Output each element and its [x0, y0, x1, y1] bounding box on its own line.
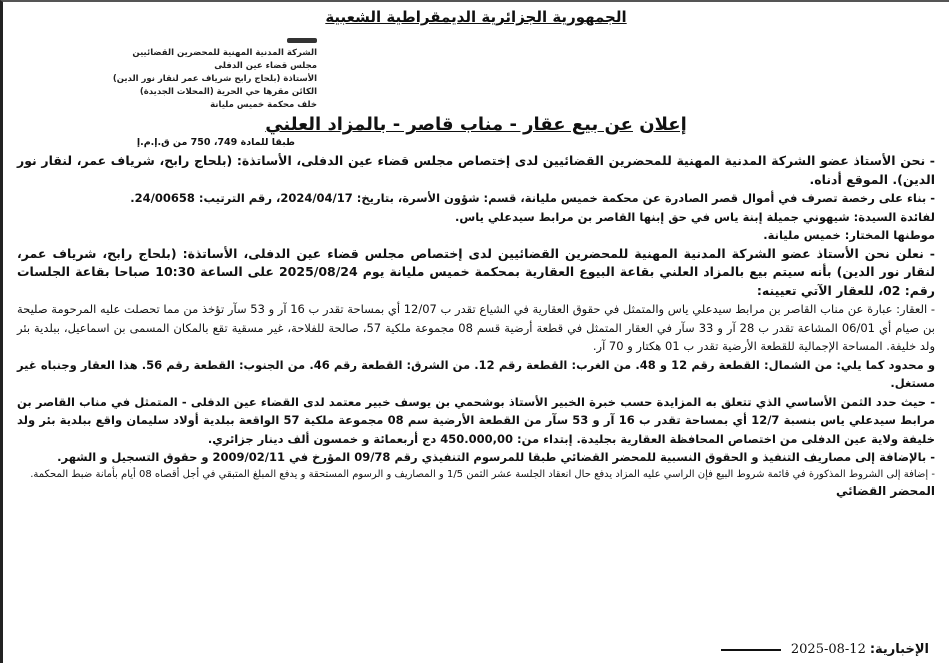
office-block	[17, 28, 317, 112]
notice-title-prefix: إعلان	[639, 114, 687, 135]
notice-title	[17, 114, 935, 135]
paragraph: - نعلن نحن الأستاذ عضو الشركة المدنية المهنية للمحضرين القضائيين لدى إختصاص مجلس قضاء عين الدفلى، الأساتذة: (بلحاج رابح، شرياف عمر، لنقار نور الدين) بأنه سيتم بيع بالمزاد العلني بقاعة البيوع العقارية بمحكمة خميس مليانة يوم 2025/08/24 على الساعة 10:30 صباحا بقاعة الجلسات رقم: 02، للعقار الآتي تعيينه:	[17, 245, 935, 298]
legal-reference: طبقا للمادة 749، 750 من ق.إ.م.إ	[136, 137, 295, 148]
footer	[721, 642, 929, 657]
paragraph: - إضافة إلى الشروط المذكورة في قائمة شروط البيع فإن الراسي عليه المزاد يدفع حال انعقاد الجلسة عشر الثمن 1/5 و المصاريف و الرسوم المستحقة و يدفع المبلغ المتبقي في أجل أقصاه 08 أيام بأمانة ضبط المحكمة.	[30, 468, 935, 480]
paragraph: - بناء على رخصة تصرف في أموال قصر الصادرة عن محكمة خميس مليانة، قسم: شؤون الأسرة، بتاريخ: 2024/04/17، رقم الترتيب: 24/00658.	[130, 191, 935, 205]
paragraph: - نحن الأستاذ عضو الشركة المدنية المهنية للمحضرين القضائيين لدى إختصاص مجلس قضاء عين الدفلى، الأساتذة: (بلحاج رابح، شرياف عمر، لنقار نور الدين). الموقع أدناه.	[17, 153, 935, 187]
footer-date: 2025-08-12	[790, 642, 866, 657]
paragraph: - حيث حدد الثمن الأساسي الذي تتعلق به المزايدة حسب خبرة الخبير الأستاذ بوشحمي بن يوسف خبير معتمد لدى القضاء عين الدفلى - المتمثل في مناب القاصر بن مرابط سيدعلي ياس بنسبة 12/7 أي بمساحة تقدر ب 16 آر و 53 سآر من القطعة الأرضية سم 08 مجموعة ملكية 57 الواقعة ببلدية أولاد سليمان واقع ببلدية بئر ولد خليفة ولاية عين الدفلى من اختصاص المحافظة العقارية بجليدة. إبتداء من: 450.000,00 دج أربعمائة و خمسون ألف دينار جزائري.	[17, 394, 935, 446]
notice-title-main: عن بيع عقار - مناب قاصر - بالمزاد العلني	[265, 114, 633, 135]
notice-body	[17, 152, 935, 482]
footer-rule	[721, 649, 781, 651]
paragraph: - العقار: عبارة عن مناب القاصر بن مرابط سيدعلي ياس والمتمثل في حقوق العقارية في الشياع تقدر ب 12/07 أي بمساحة تقدر ب 16 آر و 53 سآر تؤخذ من مما تحصلت عليه المرحومة صليحة بن صيام أي 06/01 المشاعة تقدر ب 28 آر و 33 سآر في العقار المتمثل في قطعة أرضية قسم 08 مجموعة ملكية 57، صالحة للفلاحة، غير مسقية تقع بالمكان المسمى بن اسماعيل، ببلدية بئر ولد خليفة. المساحة الإجمالية للقطعة الأرضية تقدر ب 01 هكتار و 70 آر.	[17, 302, 936, 353]
paragraph: موطنها المختار: خميس مليانة.	[763, 228, 935, 242]
office-line: مجلس قضاء عين الدفلى	[214, 61, 317, 71]
notice-title-block	[17, 114, 935, 135]
office-line: الأستاذة (بلحاج رابح شرياف عمر لنقار نور الدين)	[112, 74, 317, 84]
footer-label: الإخبارية:	[869, 642, 929, 657]
office-line: الشركة المدنية المهنية للمحضرين القضائيين	[132, 48, 317, 58]
paragraph: لفائدة السيدة: شيهوني جميلة إبنة ياس في حق إبنها القاصر بن مرابط سيدعلي ياس.	[455, 209, 935, 224]
header-row	[17, 28, 935, 112]
paragraph: و محدود كما يلي: من الشمال: القطعة رقم 12 و 48. من الغرب: القطعة رقم 12. من الشرق: القطعة رقم 46. من الجنوب: القطعة رقم 56. هذا العقار وجنباه غير مستغل.	[17, 357, 935, 390]
paragraph: - بالإضافة إلى مصاريف التنفيذ و الحقوق النسبية للمحضر القضائي طبقا للمرسوم التنفيذي رقم 09/78 المؤرخ في 2009/02/11 و حقوق التسجيل و الشهر.	[57, 450, 935, 464]
office-stamp-icon	[287, 38, 317, 43]
office-line: الكائن مقرها حي الحرية (المحلات الجديدة)	[139, 87, 317, 97]
signature: المحضر القضائي	[835, 483, 935, 498]
republic-header: الجمهورية الجزائرية الديمقراطية الشعبية	[325, 8, 627, 26]
office-line: خلف محكمة خميس مليانة	[210, 100, 317, 110]
